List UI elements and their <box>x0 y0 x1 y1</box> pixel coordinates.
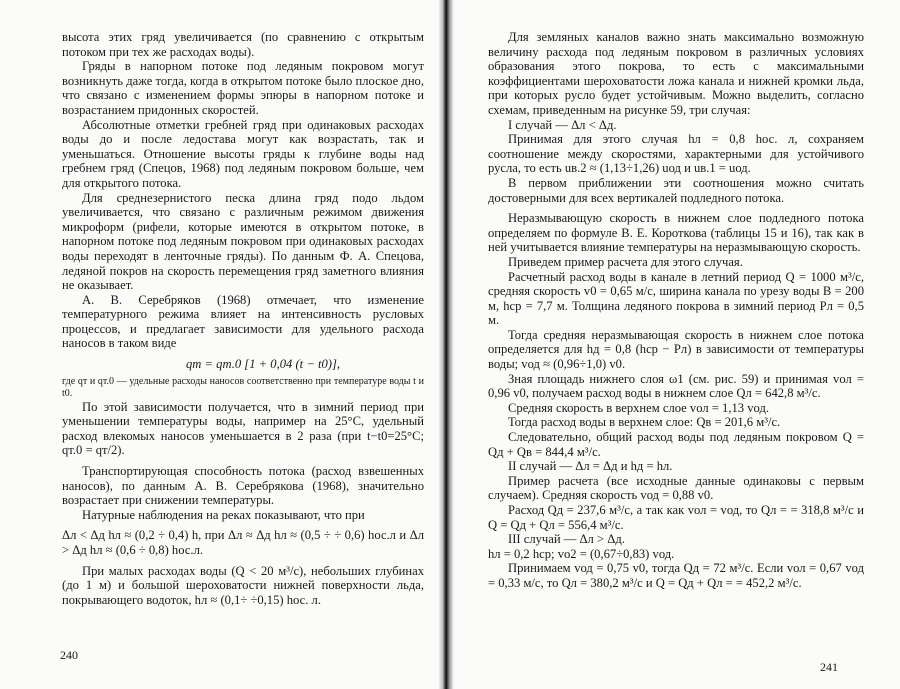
paragraph: Для среднезернистого песка длина гряд подо льдом увеличивается, что связано с различным режимом движения микроформ (рифели, которые имеются в открытом потоке, в напорном потоке под ледяным покровом при одинаковых расходах воды переходят в ленточные гряды). По данным Ф. А. Спецова, ледяной покров на скорость перемещения гряд заметного влияния не оказывает. <box>62 190 424 293</box>
paragraph: Следовательно, общий расход воды под ледяным покровом Q = Qд + Qв = 844,4 м³/с. <box>488 430 864 459</box>
paragraph: При малых расходах воды (Q < 20 м³/с), небольших глубинах (до 1 м) и большой шероховатости нижней поверхности льда, покрывающего водоток, hл ≈ (0,1÷ ÷0,15) hос. л. <box>62 563 424 607</box>
paragraph: Гряды в напорном потоке под ледяным покровом могут возникнуть даже тогда, когда в открытом потоке было плоское дно, что связано с изменением формы эпюры в напорном потоке и возрастанием придонных скоростей. <box>62 59 424 117</box>
paragraph: В первом приближении эти соотношения можно считать достоверными для всех вертикалей подледного потока. <box>488 175 864 205</box>
left-text-column <box>62 30 424 607</box>
paragraph: Для земляных каналов важно знать максимально возможную величину расхода под ледяным покровом в различных условиях образования этого покрова, то есть с максимальными коэффициентами шероховатости ложа канала и нижней кромки льда, при которых русло будет устойчивым. Можно выделить, согласно схемам, приведенным на рисунке 59, три случая: <box>488 30 864 117</box>
paragraph: Пример расчета (все исходные данные одинаковы с первым случаем). Средняя скорость vод = 0,88 v0. <box>488 473 864 503</box>
page-number-right: 241 <box>820 660 838 674</box>
paragraph: Зная площадь нижнего слоя ω1 (см. рис. 59) и принимая vол = 0,96 v0, получаем расход воды в нижнем слое Qл = 642,8 м³/с. <box>488 371 864 401</box>
paragraph: Приведем пример расчета для этого случая. <box>508 254 743 269</box>
paragraph: Тогда расход воды в верхнем слое: Qв = 201,6 м³/с. <box>508 415 781 430</box>
formula-note: где qт и qт.0 — удельные расходы наносов соответственно при температуре воды t и t0. <box>62 375 424 399</box>
relation-line: hл = 0,2 hср; vо2 = (0,67÷0,83) vод. <box>488 546 675 561</box>
left-page <box>0 0 440 689</box>
right-text-column <box>488 30 864 591</box>
relation-line: Δл < Δд hл ≈ (0,2 ÷ 0,4) h, при Δл ≈ Δд hл ≈ (0,5 ÷ ÷ 0,6) hос.л и Δл > Δд hл ≈ (0,6 ÷ 0,8) hос.л. <box>62 528 424 557</box>
paragraph: Расход Qд = 237,6 м³/с, а так как vол = vод, то Qл = = 318,8 м³/с и Q = Qд + Qл = 556,4 м³/с. <box>488 503 864 532</box>
paragraph: Абсолютные отметки гребней гряд при одинаковых расходах воды до и после ледостава могут как возрастать, так и уменьшаться. Отношение высоты гряды к глубине воды над гребнем гряд (Спецов, 1968) под ледяным покровом больше, чем для открытого потока. <box>62 117 424 190</box>
paragraph: высота этих гряд увеличивается (по сравнению с открытым потоком при тех же расходах воды). <box>62 30 424 59</box>
paragraph: Тогда средняя неразмывающая скорость в нижнем слое потока определяется для hд = 0,8 (hср − Pл) в зависимости от температуры воды; vод ≈ (0,96÷1,0) v0. <box>488 327 864 372</box>
sediment-formula: qт = qт.0 [1 + 0,04 (t − t0)], <box>185 357 341 372</box>
paragraph: Расчетный расход воды в канале в летний период Q = 1000 м³/с, средняя скорость v0 = 0,65 м/с, ширина канала по урезу воды B = 200 м, hср = 7,7 м. Толщина ледяного покрова в зимний период Pл = 0,5 м. <box>488 269 864 328</box>
paragraph: Принимая для этого случая hл = 0,8 hос. л, сохраняем соотношение между скоростями, характерными для устойчивого русла, то есть uв.2 ≈ (1,13÷1,26) uод и uв.1 = uод. <box>488 132 864 176</box>
case-heading: I случай — Δл < Δд. <box>508 117 617 132</box>
paragraph: А. В. Серебряков (1968) отмечает, что изменение температурного режима влияет на интенсивность русловых процессов, и предлагает зависимости для удельного расхода наносов в таком виде <box>62 292 424 351</box>
case-heading: II случай — Δл = Δд и hд = hл. <box>508 459 673 474</box>
case-heading: III случай — Δл > Δд. <box>508 532 625 547</box>
paragraph: Транспортирующая способность потока (расход взвешенных наносов), по данным А. В. Серебрякова (1968), значительно возрастает при снижении температуры. <box>62 464 424 508</box>
paragraph: Натурные наблюдения на реках показывают, что при <box>82 507 365 522</box>
paragraph: Средняя скорость в верхнем слое vол = 1,13 vод. <box>508 400 770 415</box>
page-number-left: 240 <box>60 648 78 662</box>
paragraph: Неразмывающую скорость в нижнем слое подледного потока определяем по формуле В. Е. Короткова (таблицы 15 и 16), так как в ней учитывается влияние температуры на неразмывающую скорость. <box>488 211 864 255</box>
right-page <box>452 0 900 689</box>
paragraph: По этой зависимости получается, что в зимний период при уменьшении температуры воды, например на 25°С, удельный расход влекомых наносов уменьшается в 2 раза (при t−t0=25°С; qт.0 = qт/2). <box>62 399 424 458</box>
paragraph: Принимаем vод = 0,75 v0, тогда Qд = 72 м³/с. Если vол = 0,67 vод = 0,33 м/с, то Qл = 380,2 м³/с и Q = Qд + Qл = = 452,2 м³/с. <box>488 561 864 590</box>
